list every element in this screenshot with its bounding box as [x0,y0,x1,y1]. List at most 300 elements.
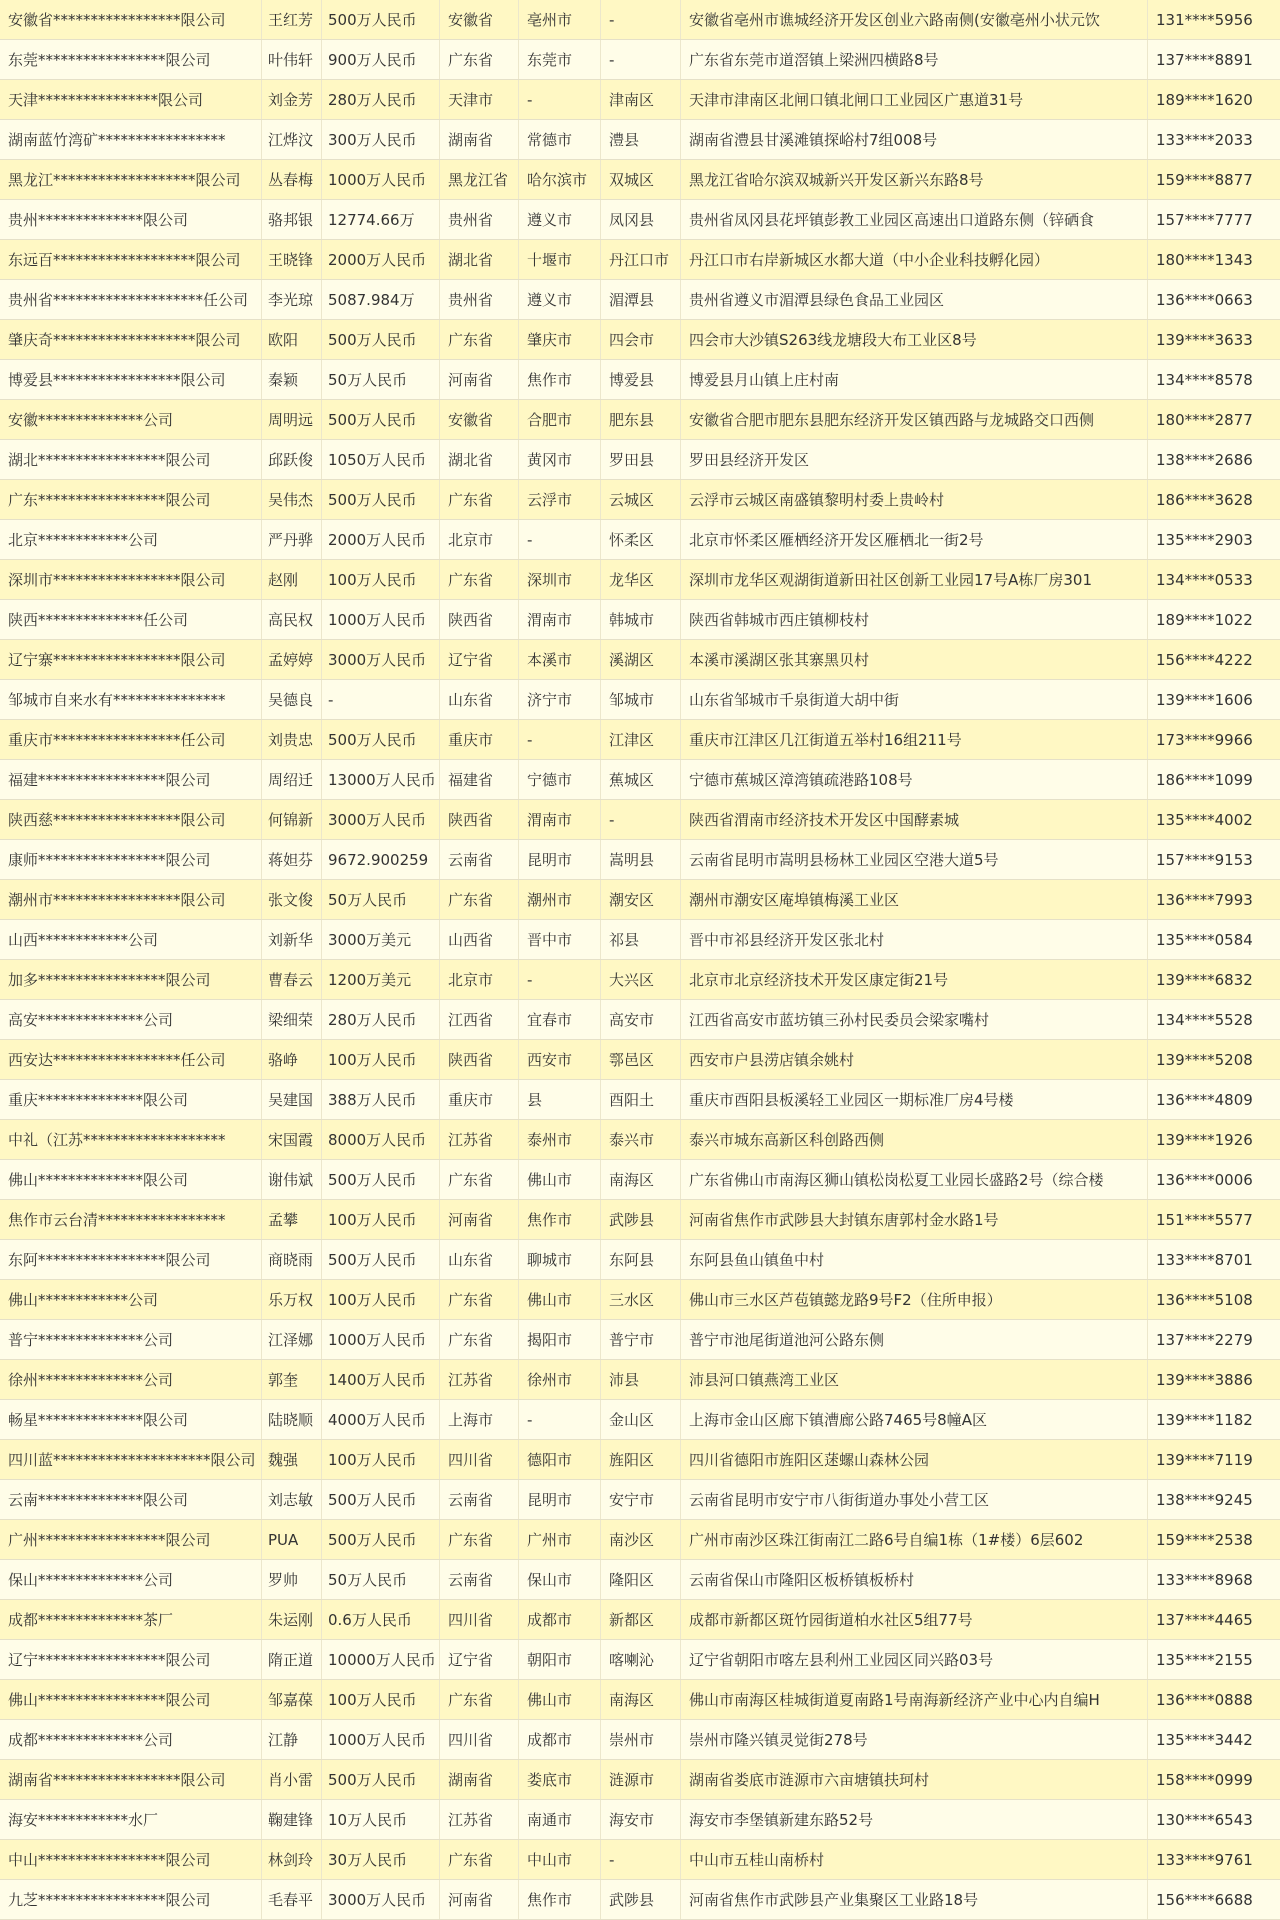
registered-capital-cell: 900万人民币 [322,40,440,79]
address-cell: 湖南省澧县甘溪滩镇探峪村7组008号 [681,120,1148,159]
company-name-cell: 博爱县*****************限公司 [0,360,262,399]
province-cell: 辽宁省 [440,640,519,679]
company-name-cell: 福建*****************限公司 [0,760,262,799]
province-cell: 广东省 [440,480,519,519]
phone-cell: 180****2877 [1156,410,1253,429]
province-cell: 湖北省 [440,440,519,479]
legal-representative-cell: 欧阳 [262,320,322,359]
table-row [0,1480,1280,1520]
city-cell: - [519,960,601,999]
legal-representative-cell: 丛春梅 [262,160,322,199]
address-cell: 河南省焦作市武陟县大封镇东唐郭村金水路1号 [681,1200,1148,1239]
city-cell: 昆明市 [519,1480,601,1519]
legal-representative-cell: 何锦新 [262,800,322,839]
city-cell: 成都市 [519,1720,601,1759]
phone-cell: 135****2903 [1156,530,1253,549]
registered-capital-cell: 1050万人民币 [322,440,440,479]
district-cell: 隆阳区 [601,1560,681,1599]
city-cell: 西安市 [519,1040,601,1079]
city-cell: 肇庆市 [519,320,601,359]
phone-cell: 137****4465 [1156,1610,1253,1629]
company-name-cell: 深圳市*****************限公司 [0,560,262,599]
phone-cell: 139****1606 [1156,690,1253,709]
city-cell: 娄底市 [519,1760,601,1799]
table-row [0,760,1280,800]
company-name-cell: 佛山*****************限公司 [0,1680,262,1719]
registered-capital-cell: 100万人民币 [322,1200,440,1239]
company-name-cell: 肇庆奇*******************限公司 [0,320,262,359]
province-cell: 山东省 [440,680,519,719]
company-name-cell: 天津****************限公司 [0,80,262,119]
registered-capital-cell: 50万人民币 [322,880,440,919]
phone-cell: 158****0999 [1156,1770,1253,1789]
table-row [0,1000,1280,1040]
province-cell: 河南省 [440,1200,519,1239]
phone-cell: 138****9245 [1156,1490,1253,1509]
district-cell: 丹江口市 [601,240,681,279]
district-cell: - [601,800,681,839]
registered-capital-cell: 500万人民币 [322,400,440,439]
company-name-cell: 湖南蓝竹湾矿***************** [0,120,262,159]
address-cell: 东阿县鱼山镇鱼中村 [681,1240,1148,1279]
registered-capital-cell: 50万人民币 [322,360,440,399]
city-cell: 昆明市 [519,840,601,879]
registered-capital-cell: 9672.900259 [322,840,440,879]
address-cell: 博爱县月山镇上庄村南 [681,360,1148,399]
table-row [0,0,1280,40]
registered-capital-cell: 280万人民币 [322,80,440,119]
legal-representative-cell: 吴伟杰 [262,480,322,519]
district-cell: 东阿县 [601,1240,681,1279]
city-cell: 合肥市 [519,400,601,439]
company-name-cell: 黑龙江*******************限公司 [0,160,262,199]
table-row [0,1600,1280,1640]
company-name-cell: 保山**************公司 [0,1560,262,1599]
phone-cell: 136****7993 [1156,890,1253,909]
legal-representative-cell: 朱运刚 [262,1600,322,1639]
registered-capital-cell: 8000万人民币 [322,1120,440,1159]
district-cell: 邹城市 [601,680,681,719]
city-cell: 德阳市 [519,1440,601,1479]
phone-cell: 139****7119 [1156,1450,1253,1469]
city-cell: 南通市 [519,1800,601,1839]
registered-capital-cell: 500万人民币 [322,480,440,519]
company-name-cell: 海安************水厂 [0,1800,262,1839]
legal-representative-cell: 王晓锋 [262,240,322,279]
city-cell: 济宁市 [519,680,601,719]
city-cell: - [519,1400,601,1439]
registered-capital-cell: 100万人民币 [322,1280,440,1319]
registered-capital-cell: 280万人民币 [322,1000,440,1039]
legal-representative-cell: 王红芳 [262,0,322,39]
company-name-cell: 西安达*****************任公司 [0,1040,262,1079]
district-cell: 韩城市 [601,600,681,639]
table-row [0,1680,1280,1720]
company-name-cell: 山西************公司 [0,920,262,959]
company-name-cell: 邹城市自来水有*************** [0,680,262,719]
legal-representative-cell: 张文俊 [262,880,322,919]
company-name-cell: 贵州**************限公司 [0,200,262,239]
address-cell: 佛山市三水区芦苞镇懿龙路9号F2（住所申报） [681,1280,1148,1319]
legal-representative-cell: 吴德良 [262,680,322,719]
province-cell: 四川省 [440,1720,519,1759]
table-row [0,1800,1280,1840]
district-cell: 津南区 [601,80,681,119]
province-cell: 江苏省 [440,1360,519,1399]
city-cell: 朝阳市 [519,1640,601,1679]
legal-representative-cell: 高民权 [262,600,322,639]
district-cell: 龙华区 [601,560,681,599]
phone-cell: 186****1099 [1156,770,1253,789]
province-cell: 北京市 [440,520,519,559]
city-cell: 晋中市 [519,920,601,959]
city-cell: 县 [519,1080,601,1119]
address-cell: 广州市南沙区珠江街南江二路6号自编1栋（1#楼）6层602 [681,1520,1148,1559]
table-row [0,640,1280,680]
table-row [0,1400,1280,1440]
address-cell: 云南省保山市隆阳区板桥镇板桥村 [681,1560,1148,1599]
phone-cell: 137****2279 [1156,1330,1253,1349]
address-cell: 丹江口市右岸新城区水都大道（中小企业科技孵化园） [681,240,1148,279]
province-cell: 湖北省 [440,240,519,279]
phone-cell: 157****9153 [1156,850,1253,869]
province-cell: 广东省 [440,1320,519,1359]
city-cell: 焦作市 [519,1880,601,1919]
city-cell: 宁德市 [519,760,601,799]
registered-capital-cell: 100万人民币 [322,1440,440,1479]
phone-cell: 159****8877 [1156,170,1253,189]
phone-cell: 134****0533 [1156,570,1253,589]
city-cell: 东莞市 [519,40,601,79]
province-cell: 四川省 [440,1440,519,1479]
phone-cell: 131****5956 [1156,10,1253,29]
city-cell: - [519,80,601,119]
phone-cell: 156****6688 [1156,1890,1253,1909]
company-name-cell: 陕西慈*****************限公司 [0,800,262,839]
table-row [0,1080,1280,1120]
province-cell: 广东省 [440,1160,519,1199]
table-row [0,1360,1280,1400]
province-cell: 湖南省 [440,1760,519,1799]
phone-cell: 136****4809 [1156,1090,1253,1109]
province-cell: 辽宁省 [440,1640,519,1679]
city-cell: 遵义市 [519,280,601,319]
address-cell: 四川省德阳市旌阳区蒁螺山森林公园 [681,1440,1148,1479]
phone-cell: 186****3628 [1156,490,1253,509]
registered-capital-cell: 500万人民币 [322,1160,440,1199]
table-row [0,120,1280,160]
registered-capital-cell: 500万人民币 [322,1760,440,1799]
company-name-cell: 成都**************公司 [0,1720,262,1759]
phone-cell: 189****1620 [1156,90,1253,109]
province-cell: 贵州省 [440,200,519,239]
province-cell: 湖南省 [440,120,519,159]
company-name-cell: 中礼（江苏******************* [0,1120,262,1159]
legal-representative-cell: 吴建国 [262,1080,322,1119]
phone-cell: 135****3442 [1156,1730,1253,1749]
province-cell: 贵州省 [440,280,519,319]
legal-representative-cell: 宋国霞 [262,1120,322,1159]
city-cell: 揭阳市 [519,1320,601,1359]
address-cell: 河南省焦作市武陟县产业集聚区工业路18号 [681,1880,1148,1919]
legal-representative-cell: 骆峥 [262,1040,322,1079]
legal-representative-cell: 李光琼 [262,280,322,319]
province-cell: 云南省 [440,840,519,879]
legal-representative-cell: 谢伟斌 [262,1160,322,1199]
district-cell: 武陟县 [601,1880,681,1919]
company-name-cell: 焦作市云台清***************** [0,1200,262,1239]
district-cell: 涟源市 [601,1760,681,1799]
table-row [0,240,1280,280]
address-cell: 陕西省渭南市经济技术开发区中国酵素城 [681,800,1148,839]
legal-representative-cell: 郭奎 [262,1360,322,1399]
phone-cell: 136****0888 [1156,1690,1253,1709]
address-cell: 深圳市龙华区观湖街道新田社区创新工业园17号A栋厂房301 [681,560,1148,599]
registered-capital-cell: 50万人民币 [322,1560,440,1599]
city-cell: 本溪市 [519,640,601,679]
district-cell: 肥东县 [601,400,681,439]
phone-cell: 189****1022 [1156,610,1253,629]
legal-representative-cell: 骆邦银 [262,200,322,239]
address-cell: 广东省东莞市道滘镇上梁洲四横路8号 [681,40,1148,79]
city-cell: 常德市 [519,120,601,159]
province-cell: 陕西省 [440,600,519,639]
legal-representative-cell: 秦颖 [262,360,322,399]
address-cell: 晋中市祁县经济开发区张北村 [681,920,1148,959]
registered-capital-cell: 0.6万人民币 [322,1600,440,1639]
address-cell: 西安市户县涝店镇余姚村 [681,1040,1148,1079]
registered-capital-cell: - [322,680,440,719]
province-cell: 四川省 [440,1600,519,1639]
company-name-cell: 贵州省********************任公司 [0,280,262,319]
legal-representative-cell: 鞠建锋 [262,1800,322,1839]
address-cell: 北京市怀柔区雁栖经济开发区雁栖北一街2号 [681,520,1148,559]
table-row [0,880,1280,920]
registered-capital-cell: 1000万人民币 [322,1320,440,1359]
phone-cell: 139****1926 [1156,1130,1253,1149]
company-name-cell: 中山*****************限公司 [0,1840,262,1879]
city-cell: 渭南市 [519,800,601,839]
address-cell: 安徽省合肥市肥东县肥东经济开发区镇西路与龙城路交口西侧 [681,400,1148,439]
company-name-cell: 湖南省*****************限公司 [0,1760,262,1799]
company-name-cell: 徐州**************公司 [0,1360,262,1399]
phone-cell: 138****2686 [1156,450,1253,469]
legal-representative-cell: 周绍迁 [262,760,322,799]
district-cell: 潮安区 [601,880,681,919]
district-cell: 武陟县 [601,1200,681,1239]
company-name-cell: 高安**************公司 [0,1000,262,1039]
legal-representative-cell: 林剑玲 [262,1840,322,1879]
table-row [0,840,1280,880]
district-cell: 双城区 [601,160,681,199]
company-name-cell: 九芝*****************限公司 [0,1880,262,1919]
registered-capital-cell: 100万人民币 [322,1040,440,1079]
city-cell: 中山市 [519,1840,601,1879]
legal-representative-cell: 邱跃俊 [262,440,322,479]
table-row [0,600,1280,640]
province-cell: 广东省 [440,1280,519,1319]
province-cell: 黑龙江省 [440,160,519,199]
province-cell: 云南省 [440,1480,519,1519]
district-cell: 沛县 [601,1360,681,1399]
company-name-cell: 康师*****************限公司 [0,840,262,879]
registered-capital-cell: 500万人民币 [322,320,440,359]
district-cell: 南海区 [601,1680,681,1719]
legal-representative-cell: 蒋妲芬 [262,840,322,879]
company-name-cell: 安徽**************公司 [0,400,262,439]
legal-representative-cell: 曹春云 [262,960,322,999]
table-row [0,1640,1280,1680]
table-row [0,1320,1280,1360]
district-cell: 云城区 [601,480,681,519]
registered-capital-cell: 500万人民币 [322,1240,440,1279]
address-cell: 广东省佛山市南海区狮山镇松岗松夏工业园长盛路2号（综合楼 [681,1160,1148,1199]
city-cell: 焦作市 [519,1200,601,1239]
legal-representative-cell: 隋正道 [262,1640,322,1679]
table-row [0,320,1280,360]
phone-cell: 135****2155 [1156,1650,1253,1669]
table-row [0,520,1280,560]
company-name-cell: 重庆市*****************任公司 [0,720,262,759]
registered-capital-cell: 2000万人民币 [322,240,440,279]
address-cell: 云南省昆明市嵩明县杨林工业园区空港大道5号 [681,840,1148,879]
table-row [0,1120,1280,1160]
district-cell: 凤冈县 [601,200,681,239]
registered-capital-cell: 1000万人民币 [322,160,440,199]
registered-capital-cell: 1000万人民币 [322,600,440,639]
district-cell: 怀柔区 [601,520,681,559]
table-row [0,1760,1280,1800]
district-cell: 罗田县 [601,440,681,479]
legal-representative-cell: 乐万权 [262,1280,322,1319]
province-cell: 广东省 [440,560,519,599]
address-cell: 崇州市隆兴镇灵觉街278号 [681,1720,1148,1759]
province-cell: 上海市 [440,1400,519,1439]
district-cell: 溪湖区 [601,640,681,679]
legal-representative-cell: 孟攀 [262,1200,322,1239]
province-cell: 陕西省 [440,1040,519,1079]
address-cell: 罗田县经济开发区 [681,440,1148,479]
legal-representative-cell: 叶伟轩 [262,40,322,79]
registered-capital-cell: 500万人民币 [322,720,440,759]
table-row [0,1280,1280,1320]
address-cell: 北京市北京经济技术开发区康定街21号 [681,960,1148,999]
district-cell: 普宁市 [601,1320,681,1359]
province-cell: 广东省 [440,880,519,919]
registered-capital-cell: 3000万美元 [322,920,440,959]
table-row [0,1040,1280,1080]
province-cell: 广东省 [440,1520,519,1559]
address-cell: 普宁市池尾街道池河公路东侧 [681,1320,1148,1359]
registered-capital-cell: 3000万人民币 [322,800,440,839]
table-row [0,480,1280,520]
table-row [0,680,1280,720]
city-cell: 焦作市 [519,360,601,399]
province-cell: 安徽省 [440,400,519,439]
address-cell: 泰兴市城东高新区科创路西侧 [681,1120,1148,1159]
registered-capital-cell: 500万人民币 [322,1480,440,1519]
province-cell: 重庆市 [440,1080,519,1119]
company-name-cell: 云南**************限公司 [0,1480,262,1519]
company-name-cell: 佛山************公司 [0,1280,262,1319]
province-cell: 广东省 [440,40,519,79]
company-name-cell: 安徽省*****************限公司 [0,0,262,39]
table-row [0,400,1280,440]
company-name-cell: 东莞*****************限公司 [0,40,262,79]
district-cell: 喀喇沁 [601,1640,681,1679]
phone-cell: 136****5108 [1156,1290,1253,1309]
address-cell: 山东省邹城市千泉街道大胡中街 [681,680,1148,719]
city-cell: 广州市 [519,1520,601,1559]
district-cell: 南海区 [601,1160,681,1199]
table-row [0,1160,1280,1200]
city-cell: 佛山市 [519,1160,601,1199]
table-row [0,160,1280,200]
province-cell: 安徽省 [440,0,519,39]
district-cell: 金山区 [601,1400,681,1439]
address-cell: 中山市五桂山南桥村 [681,1840,1148,1879]
company-name-cell: 广州*****************限公司 [0,1520,262,1559]
district-cell: - [601,40,681,79]
phone-cell: 139****3633 [1156,330,1253,349]
legal-representative-cell: 孟婷婷 [262,640,322,679]
city-cell: 泰州市 [519,1120,601,1159]
address-cell: 本溪市溪湖区张其寨黑贝村 [681,640,1148,679]
district-cell: 江津区 [601,720,681,759]
registered-capital-cell: 388万人民币 [322,1080,440,1119]
company-name-cell: 东阿*****************限公司 [0,1240,262,1279]
legal-representative-cell: 肖小雷 [262,1760,322,1799]
district-cell: - [601,1840,681,1879]
address-cell: 宁德市蕉城区漳湾镇疏港路108号 [681,760,1148,799]
registered-capital-cell: 1000万人民币 [322,1720,440,1759]
company-name-cell: 佛山**************限公司 [0,1160,262,1199]
address-cell: 陕西省韩城市西庄镇柳枝村 [681,600,1148,639]
table-row [0,800,1280,840]
district-cell: 祁县 [601,920,681,959]
company-name-cell: 加多*****************限公司 [0,960,262,999]
legal-representative-cell: 陆晓顺 [262,1400,322,1439]
registered-capital-cell: 300万人民币 [322,120,440,159]
phone-cell: 139****1182 [1156,1410,1253,1429]
district-cell: 泰兴市 [601,1120,681,1159]
phone-cell: 159****2538 [1156,1530,1253,1549]
table-row [0,40,1280,80]
city-cell: 亳州市 [519,0,601,39]
address-cell: 天津市津南区北闸口镇北闸口工业园区广惠道31号 [681,80,1148,119]
registered-capital-cell: 100万人民币 [322,1680,440,1719]
company-name-cell: 畅星**************限公司 [0,1400,262,1439]
district-cell: 鄠邑区 [601,1040,681,1079]
table-row [0,280,1280,320]
company-name-cell: 辽宁*****************限公司 [0,1640,262,1679]
city-cell: 十堰市 [519,240,601,279]
province-cell: 山东省 [440,1240,519,1279]
phone-cell: 173****9966 [1156,730,1253,749]
company-name-cell: 普宁**************公司 [0,1320,262,1359]
address-cell: 重庆市江津区几江街道五举村16组211号 [681,720,1148,759]
address-cell: 重庆市酉阳县板溪轻工业园区一期标准厂房4号楼 [681,1080,1148,1119]
province-cell: 陕西省 [440,800,519,839]
phone-cell: 139****6832 [1156,970,1253,989]
company-name-cell: 陕西**************任公司 [0,600,262,639]
city-cell: 佛山市 [519,1680,601,1719]
address-cell: 佛山市南海区桂城街道夏南路1号南海新经济产业中心内自编H [681,1680,1148,1719]
phone-cell: 180****1343 [1156,250,1253,269]
district-cell: 博爱县 [601,360,681,399]
address-cell: 四会市大沙镇S263线龙塘段大布工业区8号 [681,320,1148,359]
registered-capital-cell: 30万人民币 [322,1840,440,1879]
